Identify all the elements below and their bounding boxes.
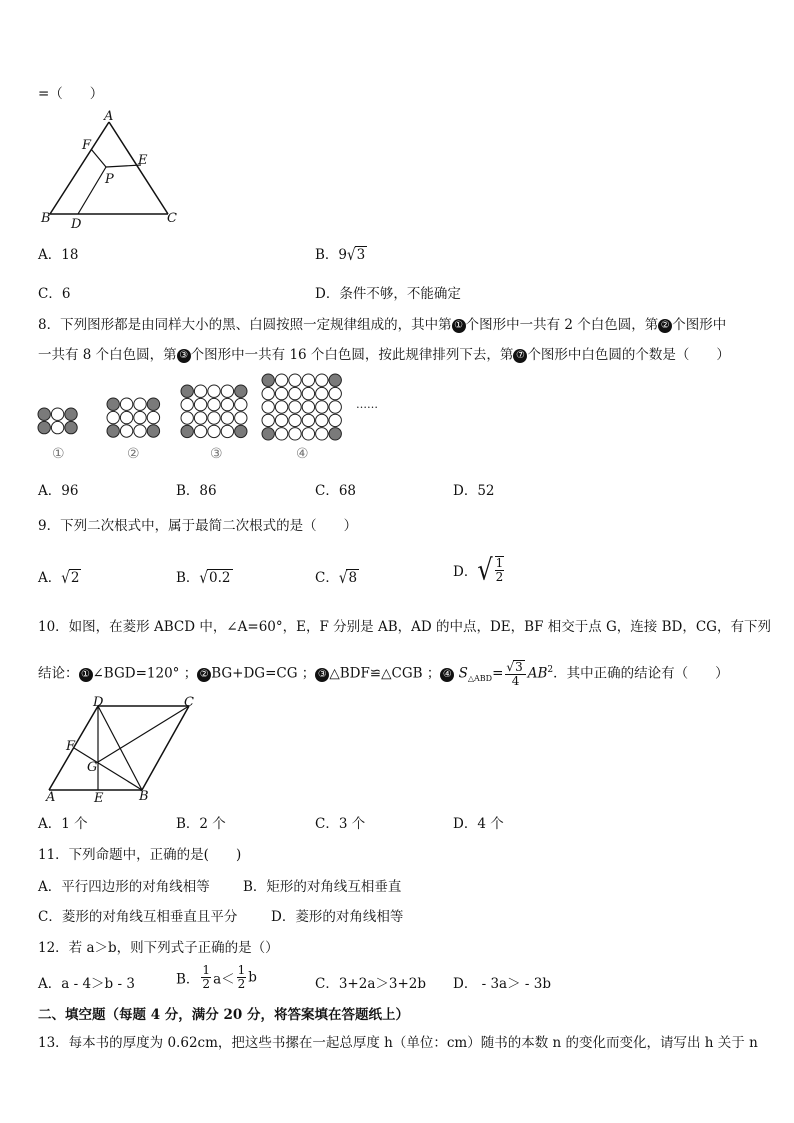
white-circle (120, 411, 132, 423)
white-circle (147, 411, 159, 423)
black-circle (181, 385, 193, 397)
black-circle (147, 425, 159, 437)
label-D: D (93, 696, 104, 710)
white-circle (275, 401, 287, 413)
q11-stem: 11．下列命题中，正确的是( ) (38, 847, 242, 863)
q7-triangle-figure (38, 108, 188, 230)
label-A: A (104, 109, 114, 124)
q8-stem-line1: 8．下列图形都是由同样大小的黑、白圆按照一定规律组成的，其中第 ① 个图形中一共有 2 个白色圆，第 ② 个图形中 (38, 317, 727, 333)
white-circle (134, 411, 146, 423)
black-circle (65, 421, 77, 433)
white-circle (194, 412, 206, 424)
white-circle (329, 414, 341, 426)
white-circle (316, 414, 328, 426)
white-circle (120, 398, 132, 410)
q8-fig-label-4: ④ (296, 446, 309, 462)
white-circle (329, 387, 341, 399)
label-P: P (105, 172, 114, 187)
q10-stem-line2: 结论： ① ∠BGD=120° ； ② BG+DG=CG ； ③ △BDF≌△CGB ； ④ $S_{\triangle ABD}=$ $\frac{√3}{4}$ $AB^2$．其中正确的结论有（ ） (38, 660, 729, 688)
q12-option-b: B． $\frac{1}{2}$ a＜ $\frac{1}{2}$ b (176, 963, 257, 991)
white-circle (289, 387, 301, 399)
white-circle (262, 387, 274, 399)
q8-option-b: B．86 (176, 483, 217, 499)
white-circle (194, 385, 206, 397)
q8-fig-label-2: ② (127, 446, 140, 462)
black-circle (65, 408, 77, 420)
white-circle (221, 398, 233, 410)
white-circle (289, 414, 301, 426)
q7-option-a: A．18 (38, 247, 79, 263)
white-circle (194, 425, 206, 437)
black-circle (147, 398, 159, 410)
black-circle (181, 425, 193, 437)
black-circle (262, 374, 274, 386)
label-C: C (184, 696, 194, 710)
white-circle (316, 401, 328, 413)
white-circle (51, 408, 63, 420)
label-F: F (66, 739, 76, 754)
white-circle (51, 421, 63, 433)
white-circle (289, 401, 301, 413)
white-circle (181, 398, 193, 410)
black-circle (235, 385, 247, 397)
label-B: B (139, 789, 149, 804)
q10-stem-line1: 10．如图，在菱形 ABCD 中，∠A=60°，E，F 分别是 AB，AD 的中点，DE，BF 相交于点 G，连接 BD，CG，有下列 (38, 619, 771, 635)
q13-stem: 13．每本书的厚度为 0.62cm，把这些书摞在一起总厚度 h（单位：cm）随书的本数 n 的变化而变化，请写出 h 关于 n (38, 1035, 758, 1051)
white-circle (134, 425, 146, 437)
black-circle (329, 374, 341, 386)
label-B: B (41, 211, 51, 226)
q8-option-d: D．52 (453, 483, 495, 499)
q8-stem-line2: 一共有 8 个白色圆，第 ③ 个图形中一共有 16 个白色圆，按此规律排列下去，第 ⑦ 个图形中白色圆的个数是（ ） (38, 347, 730, 363)
white-circle (120, 425, 132, 437)
white-circle (329, 401, 341, 413)
black-circle (329, 428, 341, 440)
q12-stem: 12．若 a＞b，则下列式子正确的是（） (38, 940, 279, 956)
white-circle (302, 374, 314, 386)
white-circle (194, 398, 206, 410)
q8-fig-label-3: ③ (210, 446, 223, 462)
q7-option-c: C．6 (38, 286, 71, 302)
q12-option-d: D． - 3a＞ - 3b (453, 976, 551, 992)
q11-option-b: B．矩形的对角线互相垂直 (243, 879, 402, 895)
white-circle (208, 398, 220, 410)
white-circle (235, 412, 247, 424)
white-circle (289, 428, 301, 440)
black-circle (107, 398, 119, 410)
white-circle (208, 412, 220, 424)
label-D: D (71, 217, 82, 230)
q9-option-b: B．√0.2 (176, 568, 231, 588)
white-circle (302, 428, 314, 440)
white-circle (107, 411, 119, 423)
white-circle (208, 425, 220, 437)
black-circle (38, 421, 50, 433)
q10-option-a: A．1 个 (38, 816, 88, 832)
white-circle (302, 414, 314, 426)
white-circle (316, 374, 328, 386)
q9-option-a: A．√2 (38, 568, 80, 588)
label-C: C (167, 211, 177, 226)
q8-fig-label-1: ① (52, 446, 65, 462)
label-G: G (87, 760, 98, 775)
white-circle (181, 412, 193, 424)
label-E: E (94, 791, 104, 804)
white-circle (302, 387, 314, 399)
label-E: E (138, 153, 148, 168)
q9-stem: 9．下列二次根式中，属于最简二次根式的是（ ） (38, 518, 358, 534)
white-circle (208, 385, 220, 397)
q8-ellipsis: …… (356, 398, 378, 411)
q9-option-d: D．√ $\frac{1}{2}$ (453, 553, 504, 587)
black-circle (235, 425, 247, 437)
white-circle (275, 414, 287, 426)
q7-stem-tail: =（ ） (38, 86, 104, 102)
q10-rhombus-figure (38, 696, 208, 804)
q8-option-c: C．68 (315, 483, 357, 499)
white-circle (275, 387, 287, 399)
white-circle (275, 428, 287, 440)
q11-option-c: C．菱形的对角线互相垂直且平分 (38, 909, 238, 925)
section-heading-fill-in: 二、填空题（每题 4 分，满分 20 分，将答案填在答题纸上） (38, 1007, 409, 1023)
q7-option-b: B．9√3 (315, 245, 366, 265)
white-circle (221, 412, 233, 424)
label-F: F (82, 138, 92, 153)
q10-option-d: D．4 个 (453, 816, 504, 832)
q12-option-c: C．3+2a＞3+2b (315, 976, 426, 992)
q7-option-d: D．条件不够，不能确定 (315, 286, 461, 302)
white-circle (235, 398, 247, 410)
white-circle (302, 401, 314, 413)
white-circle (316, 428, 328, 440)
white-circle (262, 414, 274, 426)
white-circle (262, 401, 274, 413)
q9-option-c: C．√8 (315, 568, 358, 588)
q11-option-d: D．菱形的对角线相等 (271, 909, 404, 925)
white-circle (289, 374, 301, 386)
q8-option-a: A．96 (38, 483, 79, 499)
q10-option-b: B．2 个 (176, 816, 226, 832)
black-circle (38, 408, 50, 420)
white-circle (221, 385, 233, 397)
q12-option-a: A．a - 4＞b - 3 (38, 976, 135, 992)
label-A: A (46, 790, 56, 804)
white-circle (316, 387, 328, 399)
q11-option-a: A．平行四边形的对角线相等 (38, 879, 210, 895)
black-circle (262, 428, 274, 440)
white-circle (221, 425, 233, 437)
white-circle (134, 398, 146, 410)
black-circle (107, 425, 119, 437)
white-circle (275, 374, 287, 386)
q10-option-c: C．3 个 (315, 816, 366, 832)
